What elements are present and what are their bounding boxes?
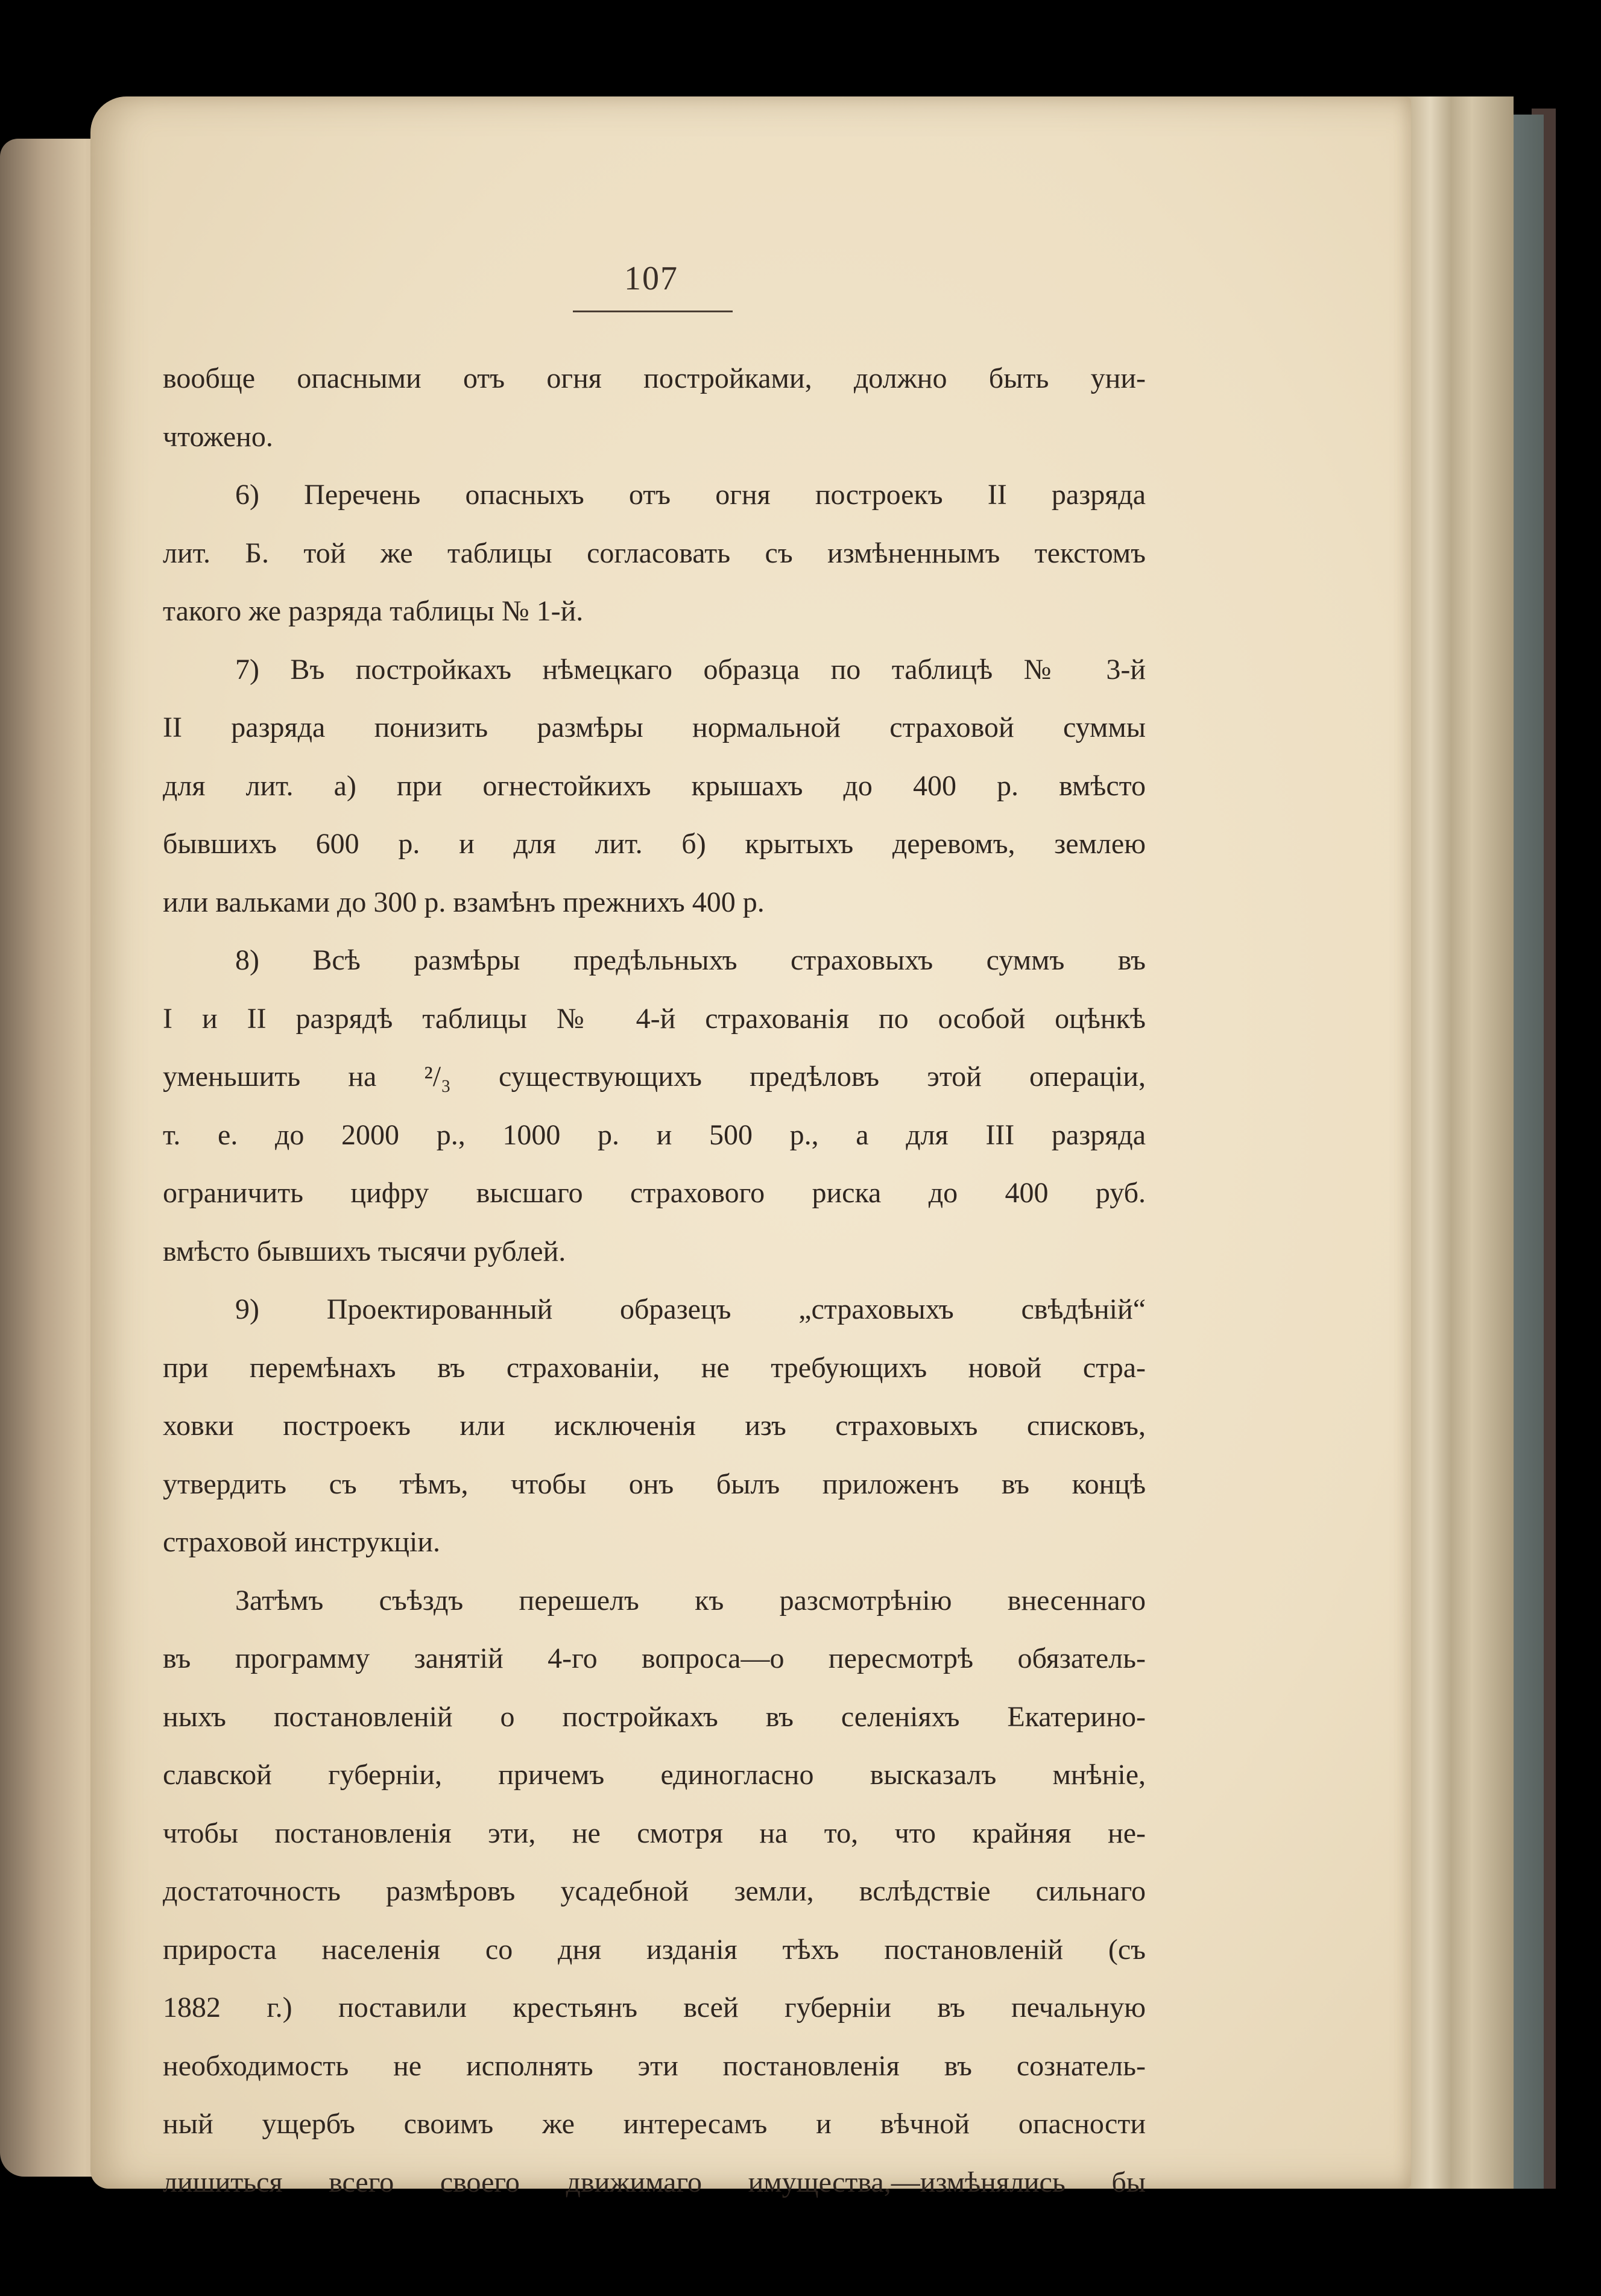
page-text	[163, 350, 1146, 2212]
text-line: ный ущербъ своимъ же интересамъ и вѣчной опасности	[163, 2108, 1146, 2140]
text-line: лит. Б. той же таблицы согласовать съ измѣненнымъ текстомъ	[163, 537, 1146, 569]
text-line: уменьшить на ²/₃ существующихъ предѣловъ этой операціи,	[163, 1061, 1146, 1093]
text-line: чтожено.	[163, 420, 273, 453]
text-line: 1882 г.) поставили крестьянъ всей губерніи въ печальную	[163, 1992, 1146, 2023]
text-line: ныхъ постановленій о постройкахъ въ селеніяхъ Екатерино-	[163, 1700, 1146, 1733]
text-line: вообще опасными отъ огня постройками, должно быть уни-	[163, 362, 1146, 394]
text-line: утвердить съ тѣмъ, чтобы онъ былъ приложенъ въ концѣ	[163, 1468, 1146, 1500]
text-line: ховки построекъ или исключенія изъ страховыхъ списковъ,	[163, 1410, 1146, 1442]
text-line: 9) Проектированный образецъ „страховыхъ свѣдѣній“	[235, 1293, 1146, 1325]
text-line: необходимость не исполнять эти постановленія въ сознатель-	[163, 2049, 1146, 2082]
text-line: страховой инструкціи.	[163, 1526, 441, 1558]
page-number: 107	[624, 260, 678, 297]
text-line: бывшихъ 600 р. и для лит. б) крытыхъ деревомъ, землею	[163, 828, 1146, 860]
previous-page-edge	[0, 139, 106, 2177]
text-line: 6) Перечень опасныхъ отъ огня построекъ II разряда	[235, 479, 1146, 511]
text-line: II разряда понизить размѣры нормальной страховой суммы	[163, 711, 1146, 743]
text-line: при перемѣнахъ въ страхованіи, не требующихъ новой стра-	[163, 1351, 1146, 1384]
text-line: Затѣмъ съѣздъ перешелъ къ разсмотрѣнію внесеннаго	[235, 1584, 1146, 1616]
page-number-rule	[573, 311, 733, 312]
text-line: вмѣсто бывшихъ тысячи рублей.	[163, 1235, 566, 1267]
text-line: прироста населенія со дня изданія тѣхъ постановленій (съ	[163, 1933, 1146, 1966]
text-line: достаточность размѣровъ усадебной земли, вслѣдствіе сильнаго	[163, 1875, 1146, 1907]
text-line: чтобы постановленія эти, не смотря на то, что крайняя не-	[163, 1817, 1146, 1849]
text-line: славской губерніи, причемъ единогласно высказалъ мнѣніе,	[163, 1759, 1146, 1791]
text-line: ограничить цифру высшаго страхового риска до 400 руб.	[163, 1177, 1146, 1209]
text-line: лишиться всего своего движимаго имущества,—измѣнялись бы	[163, 2166, 1146, 2198]
text-line: для лит. а) при огнестойкихъ крышахъ до 400 р. вмѣсто	[163, 769, 1146, 802]
text-line: 8) Всѣ размѣры предѣльныхъ страховыхъ суммъ въ	[235, 944, 1146, 976]
text-line: I и II разрядѣ таблицы № 4-й страхованія по особой оцѣнкѣ	[163, 1002, 1146, 1035]
text-line: такого же разряда таблицы № 1-й.	[163, 595, 584, 627]
text-line: или вальками до 300 р. взамѣнъ прежнихъ 400 р.	[163, 886, 765, 918]
text-line: т. е. до 2000 р., 1000 р. и 500 р., а для III разряда	[163, 1118, 1146, 1151]
text-line: 7) Въ постройкахъ нѣмецкаго образца по таблицѣ № 3-й	[235, 653, 1146, 686]
text-line: въ программу занятій 4-го вопроса—о пересмотрѣ обязатель-	[163, 1642, 1146, 1674]
